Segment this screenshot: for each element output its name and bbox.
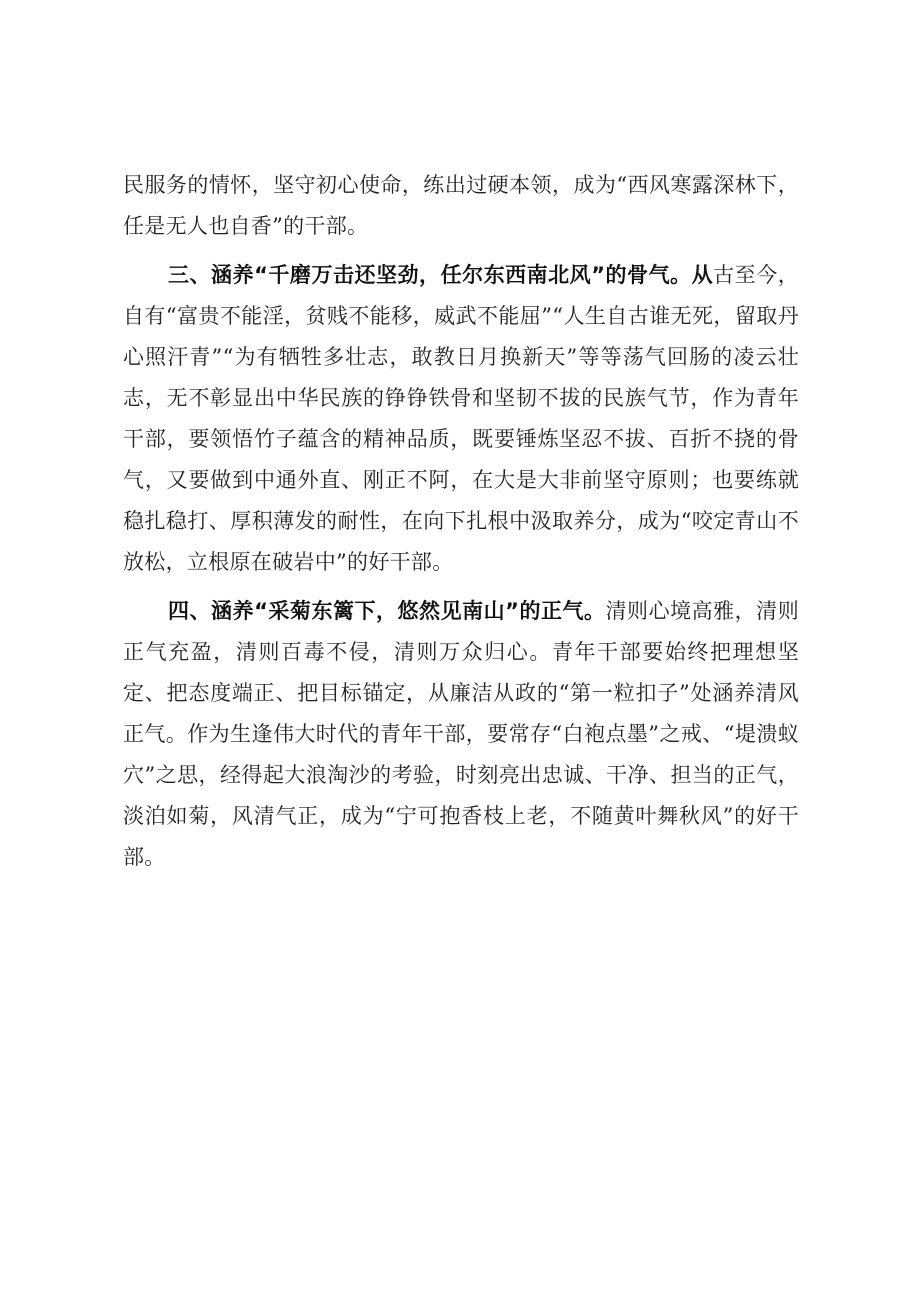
paragraph-section-three [123, 255, 799, 583]
paragraph-text: 清则心境高雅，清则正气充盈，清则百毒不侵，清则万众归心。青年干部要始终把理想坚定、把态度端正、把目标锚定，从廉洁从政的“第一粒扣子”处涵养清风正气。作为生逢伟大时代的青年干部，要常存“白袍点墨”之戒、“堤溃蚁穴”之思，经得起大浪淘沙的考验，时刻亮出忠诚、干净、担当的正气，淡泊如菊，风清气正，成为“宁可抱香枝上老，不随黄叶舞秋风”的好干部。 [123, 599, 799, 869]
section-heading-four: 四、涵养“采菊东篱下，悠然见南山”的正气。 [168, 599, 606, 623]
document-body [123, 165, 799, 886]
section-heading-three: 三、涵养“千磨万击还坚劲，任尔东西南北风”的骨气。从 [168, 263, 714, 287]
paragraph-section-four [123, 591, 799, 878]
paragraph-text: 古至今，自有“富贵不能淫，贫贱不能移，威武不能屈”“人生自古谁无死，留取丹心照汗青”“为有牺牲多壮志，敢教日月换新天”等等荡气回肠的凌云壮志，无不彰显出中华民族的铮铮铁骨和坚韧不拔的民族气节，作为青年干部，要领悟竹子蕴含的精神品质，既要锤炼坚忍不拔、百折不挠的骨气，又要做到中通外直、刚正不阿，在大是大非前坚守原则；也要练就稳扎稳打、厚积薄发的耐性，在向下扎根中汲取养分，成为“咬定青山不放松，立根原在破岩中”的好干部。 [123, 263, 800, 574]
paragraph-continued [123, 165, 799, 247]
paragraph-text: 民服务的情怀，坚守初心使命，练出过硬本领，成为“西风寒露深林下，任是无人也自香”的干部。 [123, 173, 799, 238]
